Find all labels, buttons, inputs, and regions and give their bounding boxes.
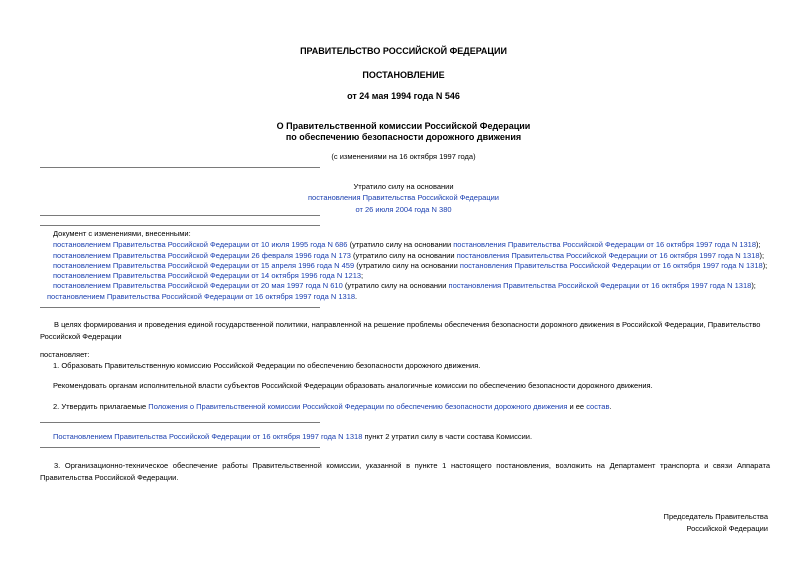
change-item [53,251,764,260]
lost-force-link-date[interactable]: от 26 июля 2004 года N 380 [355,204,452,214]
change-text: (утратило силу на основании [354,261,460,270]
change-text: . [355,292,358,301]
change-item [53,281,756,290]
amendment-comment-text: пункт 2 утратил силу в части состава Комиссии. [362,432,533,441]
amendment-note: (с изменениями на 16 октября 1997 года) [331,152,476,161]
change-link[interactable]: постановлением Правительства Российской Федерации от 15 апреля 1996 года N 459 [53,261,355,270]
preamble: В целях формирования и проведения единой государственной политики, направленной на решение проблемы обеспечения безопасности дорожного движения в Российской Федерации, Правительство Российской Федерации [40,320,761,342]
divider [40,225,320,226]
signature-org: Российской Федерации [686,524,768,533]
divider [40,215,320,216]
signature-block [560,511,768,535]
change-end: ); [762,261,768,270]
paragraph-2-mid: и ее [567,402,587,411]
change-item [47,292,357,301]
subject-line-1: О Правительственной комиссии Российской Федерации [276,121,531,131]
amendment-comment [53,432,532,441]
divider [40,422,320,423]
lost-force-block [0,181,807,215]
amendment-comment-link[interactable]: Постановлением Правительства Российской Федерации от 16 октября 1997 года N 1318 [53,432,363,441]
change-link-repeal[interactable]: постановления Правительства Российской Федерации от 16 октября 1997 года N 1318 [448,281,752,290]
document-subject [0,121,807,144]
decides: постановляет: [40,350,90,359]
regulations-link[interactable]: Положения о Правительственной комиссии Российской Федерации по обеспечению безопасности дорожного движения [148,402,568,411]
lost-force-link[interactable]: постановления Правительства Российской Федерации [307,193,499,203]
paragraph-2 [53,402,612,411]
composition-link[interactable]: состав [586,402,610,411]
paragraph-2-end: . [609,402,612,411]
change-text: (утратило силу на основании [342,281,449,290]
document-type: ПОСТАНОВЛЕНИЕ [362,70,445,80]
divider [40,447,320,448]
paragraph-1-recommendation: Рекомендовать органам исполнительной власти субъектов Российской Федерации образовать аналогичные комиссии по обеспечению безопасности дорожного движения. [53,381,653,390]
change-item [53,271,363,280]
divider [40,307,320,308]
subject-line-2: по обеспечению безопасности дорожного движения [285,132,522,143]
change-link[interactable]: постановлением Правительства Российской Федерации 26 февраля 1996 года N 173 [53,251,351,260]
date-number: от 24 мая 1994 года N 546 [347,91,460,101]
change-link[interactable]: постановлением Правительства Российской Федерации от 10 июля 1995 года N 686 [53,240,348,249]
change-item [53,240,761,249]
change-link-repeal[interactable]: постановления Правительства Российской Федерации от 16 октября 1997 года N 1318 [459,261,763,270]
paragraph-2-text: 2. Утвердить прилагаемые [53,402,149,411]
paragraph-1: 1. Образовать Правительственную комиссию Российской Федерации по обеспечению безопасности дорожного движения. [53,361,481,370]
change-link[interactable]: постановлением Правительства Российской Федерации от 20 мая 1997 года N 610 [53,281,343,290]
change-text: (утратило силу на основании [350,251,457,260]
change-end: ); [751,281,756,290]
change-link[interactable]: постановлением Правительства Российской Федерации от 14 октября 1996 года N 1213 [53,271,362,280]
change-text: ; [361,271,364,280]
change-end: ); [759,251,765,260]
change-link-repeal[interactable]: постановления Правительства Российской Федерации от 16 октября 1997 года N 1318 [456,251,760,260]
changes-intro: Документ с изменениями, внесенными: [53,229,191,238]
government-heading: ПРАВИТЕЛЬСТВО РОССИЙСКОЙ ФЕДЕРАЦИИ [300,46,507,56]
paragraph-3: 3. Организационно-техническое обеспечение работы Правительственной комиссии, указанной в пункте 1 настоящего постановления, возложить на Департамент транспорта и связи Аппарата Правительства Российской Федерации. [40,461,770,482]
change-item [53,261,767,270]
change-end: ); [756,240,761,249]
change-link[interactable]: постановлением Правительства Российской Федерации от 16 октября 1997 года N 1318 [47,292,356,301]
change-link-repeal[interactable]: постановления Правительства Российской Федерации от 16 октября 1997 года N 1318 [453,240,757,249]
signature-title: Председатель Правительства [663,512,768,521]
lost-force-line: Утратило силу на основании [353,182,454,191]
divider [40,167,320,168]
change-text: (утратило силу на основании [347,240,454,249]
